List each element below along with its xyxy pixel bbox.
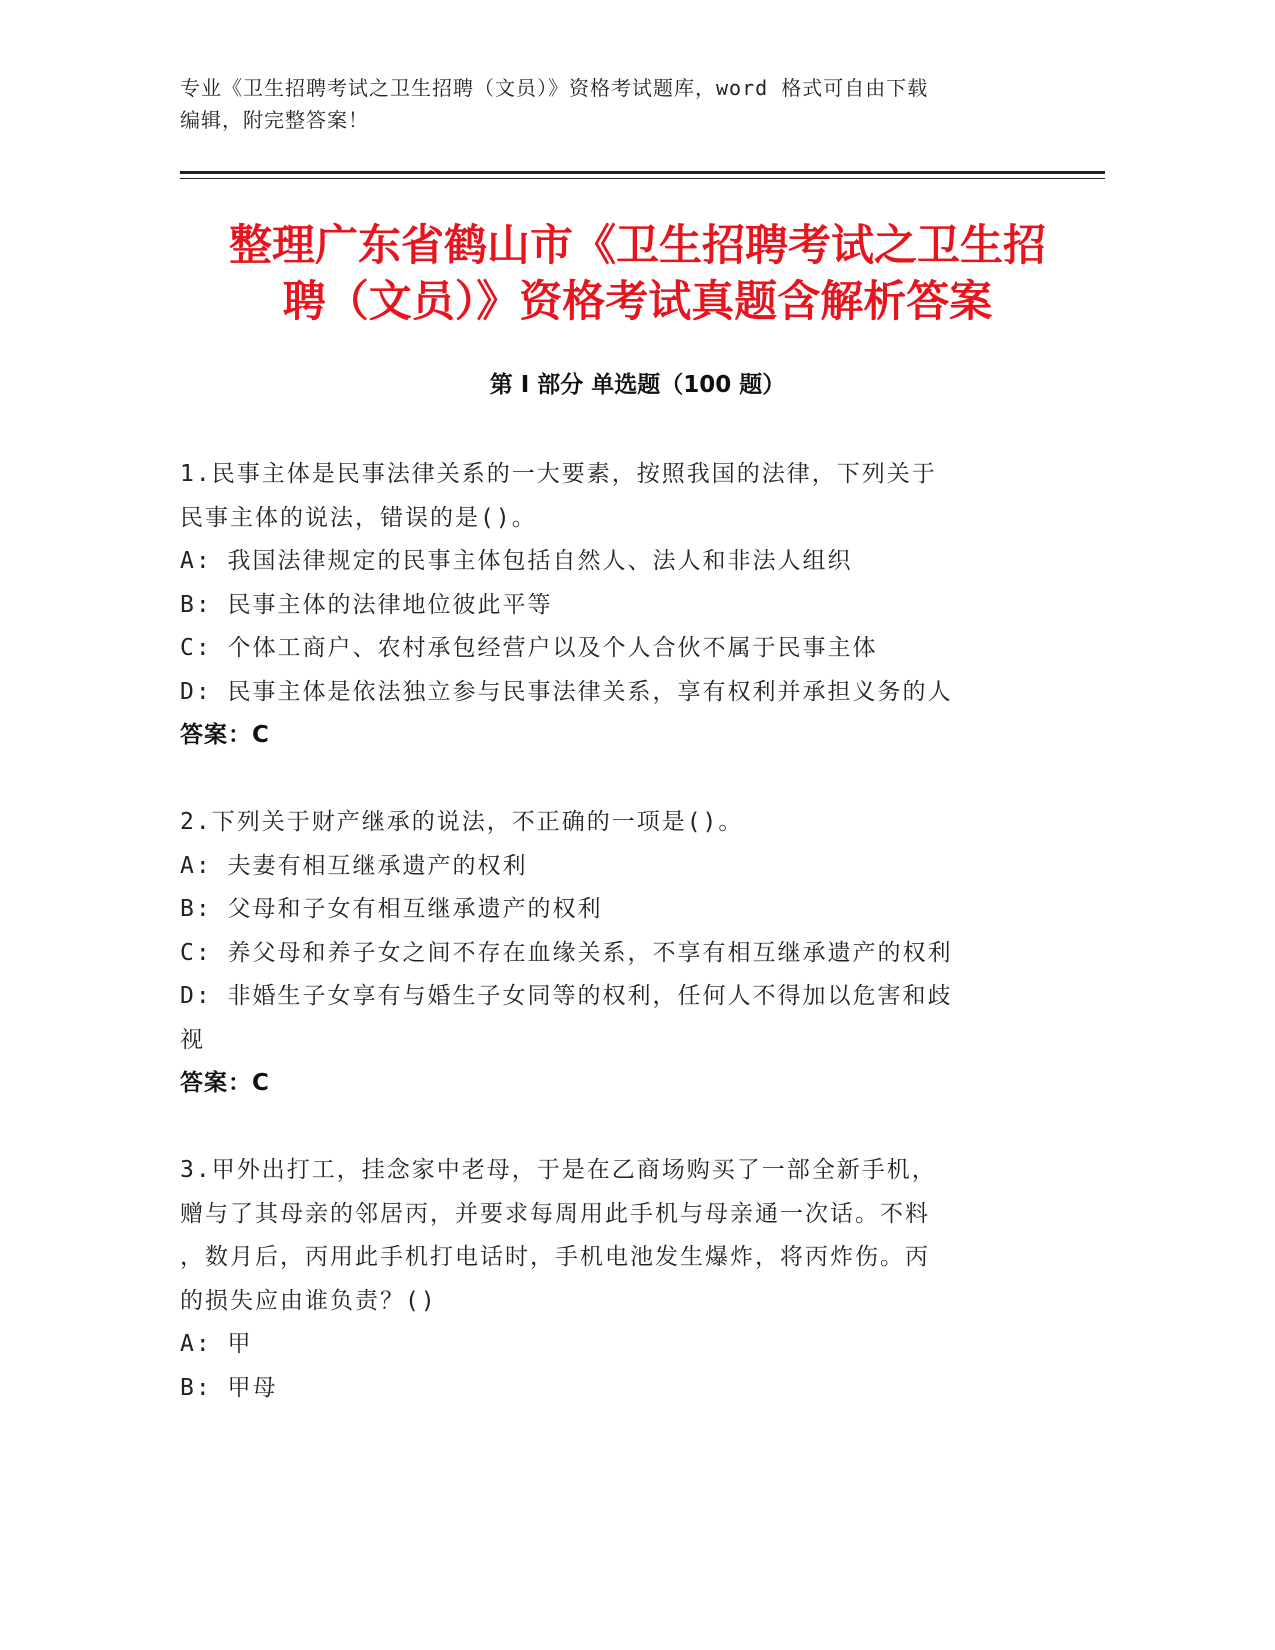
option-a: A: 甲 xyxy=(180,1331,253,1357)
question-stem: 3.甲外出打工，挂念家中老母，于是在乙商场购买了一部全新手机， xyxy=(180,1157,937,1183)
header-note-line-2: 编辑，附完整答案！ xyxy=(180,108,369,132)
option-d-continued: 视 xyxy=(180,1026,205,1053)
option-d: D: 民事主体是依法独立参与民事法律关系，享有权利并承担义务的人 xyxy=(180,678,953,705)
option-c: C: 个体工商户、农村承包经营户以及个人合伙不属于民事主体 xyxy=(180,635,878,661)
document-title-line-2: 聘（文员）》资格考试真题含解析答案 xyxy=(282,277,993,327)
document-title-line-1: 整理广东省鹤山市《卫生招聘考试之卫生招 xyxy=(229,221,1046,271)
option-a: A: 夫妻有相互继承遗产的权利 xyxy=(180,852,528,879)
question-stem: ，数月后，丙用此手机打电话时，手机电池发生爆炸，将丙炸伤。丙 xyxy=(180,1244,930,1270)
question-item xyxy=(180,1149,1040,1410)
option-d: D: 非婚生子女享有与婚生子女同等的权利，任何人不得加以危害和歧 xyxy=(180,983,953,1009)
header-note xyxy=(180,72,1040,136)
document-title xyxy=(150,218,1125,330)
header-divider-thick xyxy=(180,171,1105,174)
option-b: B: 甲母 xyxy=(180,1374,278,1401)
question-stem: 赠与了其母亲的邻居丙，并要求每周用此手机与母亲通一次话。不料 xyxy=(180,1200,930,1227)
option-b: B: 民事主体的法律地位彼此平等 xyxy=(180,591,553,618)
option-b: B: 父母和子女有相互继承遗产的权利 xyxy=(180,896,603,922)
question-stem: 的损失应由谁负责？() xyxy=(180,1287,437,1314)
question-item xyxy=(180,801,1040,1106)
question-list xyxy=(180,453,1040,1454)
question-stem: 1.民事主体是民事法律关系的一大要素，按照我国的法律，下列关于 xyxy=(180,461,937,487)
question-stem: 民事主体的说法，错误的是()。 xyxy=(180,504,537,531)
header-divider-thin xyxy=(180,178,1105,179)
section-title: 第 I 部分 单选题（100 题） xyxy=(489,372,786,398)
header-note-line-1: 专业《卫生招聘考试之卫生招聘（文员）》资格考试题库，word 格式可自由下载 xyxy=(180,76,929,100)
question-item xyxy=(180,453,1040,758)
answer-label: 答案：C xyxy=(180,1070,270,1096)
option-a: A: 我国法律规定的民事主体包括自然人、法人和非法人组织 xyxy=(180,548,853,574)
option-c: C: 养父母和养子女之间不存在血缘关系，不享有相互继承遗产的权利 xyxy=(180,939,953,966)
answer-label: 答案：C xyxy=(180,722,270,748)
question-stem: 2.下列关于财产继承的说法，不正确的一项是()。 xyxy=(180,809,744,835)
